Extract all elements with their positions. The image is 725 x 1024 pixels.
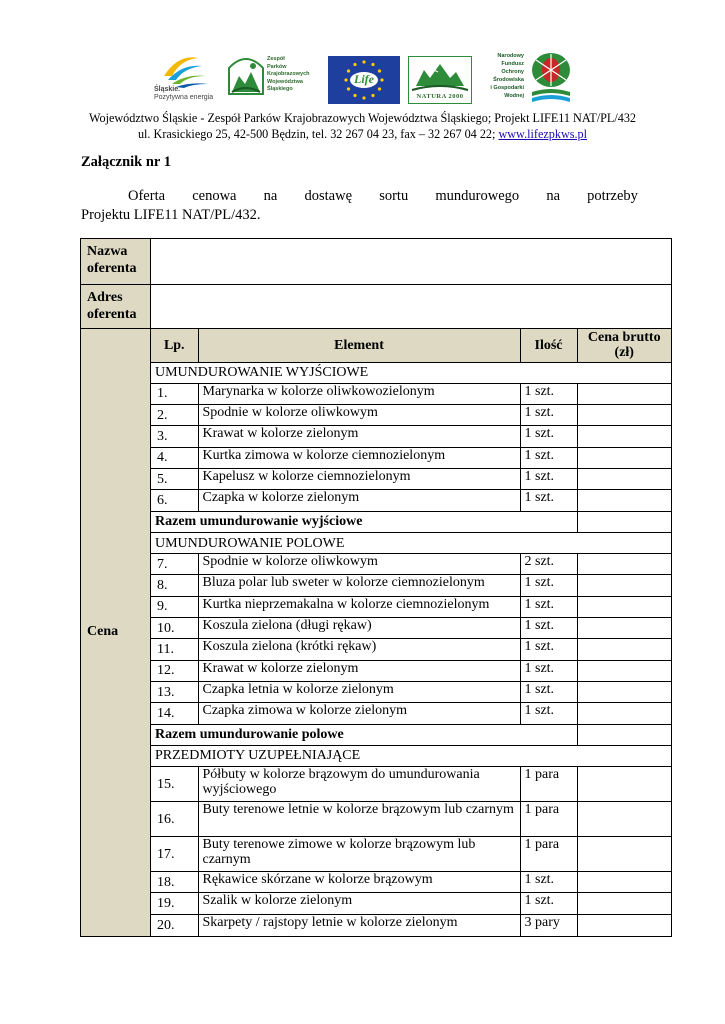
item-row bbox=[151, 681, 671, 702]
col-header-lp: Lp. bbox=[151, 329, 198, 362]
item-lp: 17. bbox=[151, 837, 198, 872]
subtotal-price-field[interactable] bbox=[577, 511, 671, 532]
section-row bbox=[151, 532, 671, 553]
item-lp: 13. bbox=[151, 681, 198, 702]
col-header-ilosc: Ilość bbox=[520, 329, 577, 362]
item-price-field[interactable] bbox=[577, 383, 671, 404]
zpk-logo bbox=[227, 54, 322, 104]
item-lp: 7. bbox=[151, 554, 198, 575]
item-row bbox=[151, 639, 671, 660]
item-price-field[interactable] bbox=[577, 618, 671, 639]
item-lp: 10. bbox=[151, 618, 198, 639]
zpk-line: Krajobrazowych bbox=[267, 71, 310, 77]
intro-word: Oferta bbox=[128, 188, 166, 204]
item-element: Kurtka zimowa w kolorze ciemnozielonym bbox=[198, 447, 520, 468]
item-ilosc: 3 pary bbox=[520, 914, 577, 935]
natura-text: NATURA 2000 bbox=[416, 93, 464, 100]
offer-form-table bbox=[80, 238, 672, 937]
item-ilosc: 1 szt. bbox=[520, 468, 577, 489]
section-title: PRZEDMIOTY UZUPEŁNIAJĄCE bbox=[151, 745, 671, 766]
eu-flag-logo bbox=[328, 56, 400, 104]
intro-word: na bbox=[263, 188, 278, 204]
item-price-field[interactable] bbox=[577, 639, 671, 660]
section-row bbox=[151, 745, 671, 766]
item-price-field[interactable] bbox=[577, 872, 671, 893]
item-element: Koszula zielona (długi rękaw) bbox=[198, 618, 520, 639]
nfos-line: Fundusz bbox=[501, 61, 524, 67]
item-lp: 18. bbox=[151, 872, 198, 893]
subtotal-row bbox=[151, 511, 671, 532]
item-element: Szalik w kolorze zielonym bbox=[198, 893, 520, 914]
zpk-line: Województwa bbox=[267, 78, 303, 85]
section-title: UMUNDUROWANIE POLOWE bbox=[151, 532, 671, 553]
item-ilosc: 1 szt. bbox=[520, 872, 577, 893]
item-ilosc: 1 szt. bbox=[520, 575, 577, 596]
subtotal-row bbox=[151, 724, 671, 745]
item-row bbox=[151, 660, 671, 681]
item-price-field[interactable] bbox=[577, 703, 671, 724]
intro-word: dostawę bbox=[304, 188, 353, 204]
item-row bbox=[151, 490, 671, 511]
intro-line-1 bbox=[81, 187, 638, 206]
item-element: Buty terenowe letnie w kolorze brązowym lub czarnym bbox=[198, 802, 520, 837]
item-price-field[interactable] bbox=[577, 447, 671, 468]
item-price-field[interactable] bbox=[577, 837, 671, 872]
adres-oferenta-field[interactable] bbox=[151, 285, 672, 329]
item-row bbox=[151, 872, 671, 893]
item-lp: 20. bbox=[151, 914, 198, 935]
item-lp: 16. bbox=[151, 802, 198, 837]
intro-paragraph bbox=[81, 187, 638, 225]
item-price-field[interactable] bbox=[577, 596, 671, 617]
header-line-2 bbox=[0, 126, 725, 142]
nfos-line: Ochrony bbox=[501, 69, 524, 75]
nfos-line: Wodnej bbox=[504, 93, 524, 99]
item-element: Koszula zielona (krótki rękaw) bbox=[198, 639, 520, 660]
nfos-line: i Gospodarki bbox=[490, 85, 524, 91]
item-row bbox=[151, 893, 671, 914]
item-lp: 4. bbox=[151, 447, 198, 468]
website-link[interactable]: www.lifezpkws.pl bbox=[498, 127, 588, 141]
item-price-field[interactable] bbox=[577, 681, 671, 702]
life-text: Life bbox=[354, 72, 374, 86]
item-price-field[interactable] bbox=[577, 554, 671, 575]
item-lp: 8. bbox=[151, 575, 198, 596]
header-row bbox=[151, 329, 671, 362]
item-row bbox=[151, 914, 671, 935]
item-row bbox=[151, 447, 671, 468]
item-row bbox=[151, 767, 671, 802]
item-ilosc: 1 szt. bbox=[520, 383, 577, 404]
item-lp: 5. bbox=[151, 468, 198, 489]
item-element: Czapka zimowa w kolorze zielonym bbox=[198, 703, 520, 724]
item-price-field[interactable] bbox=[577, 575, 671, 596]
item-element: Krawat w kolorze zielonym bbox=[198, 660, 520, 681]
item-price-field[interactable] bbox=[577, 660, 671, 681]
item-ilosc: 1 szt. bbox=[520, 639, 577, 660]
item-price-field[interactable] bbox=[577, 405, 671, 426]
item-element: Krawat w kolorze zielonym bbox=[198, 426, 520, 447]
item-element: Kurtka nieprzemakalna w kolorze ciemnozielonym bbox=[198, 596, 520, 617]
col-header-element: Element bbox=[198, 329, 520, 362]
item-lp: 3. bbox=[151, 426, 198, 447]
intro-word: na bbox=[546, 188, 560, 204]
item-row bbox=[151, 383, 671, 404]
nfos-line: Narodowy bbox=[497, 53, 524, 59]
item-ilosc: 1 szt. bbox=[520, 447, 577, 468]
intro-word: cenowa bbox=[192, 188, 237, 204]
item-lp: 11. bbox=[151, 639, 198, 660]
item-ilosc: 1 para bbox=[520, 802, 577, 837]
item-lp: 12. bbox=[151, 660, 198, 681]
nfosigw-logo bbox=[478, 50, 578, 106]
item-row bbox=[151, 575, 671, 596]
zpk-line: Zespół bbox=[267, 56, 285, 62]
item-ilosc: 1 szt. bbox=[520, 596, 577, 617]
price-table-cell bbox=[151, 329, 672, 937]
section-title: UMUNDUROWANIE WYJŚCIOWE bbox=[151, 362, 671, 383]
logo-strip bbox=[0, 50, 725, 110]
item-element: Skarpety / rajstopy letnie w kolorze zielonym bbox=[198, 914, 520, 935]
item-ilosc: 1 szt. bbox=[520, 490, 577, 511]
item-ilosc: 1 szt. bbox=[520, 893, 577, 914]
item-ilosc: 2 szt. bbox=[520, 554, 577, 575]
item-row bbox=[151, 596, 671, 617]
item-row bbox=[151, 802, 671, 837]
item-lp: 9. bbox=[151, 596, 198, 617]
item-ilosc: 1 szt. bbox=[520, 405, 577, 426]
zpk-line: Parków bbox=[267, 63, 287, 70]
item-lp: 1. bbox=[151, 383, 198, 404]
item-element: Spodnie w kolorze oliwkowym bbox=[198, 554, 520, 575]
nazwa-oferenta-field[interactable] bbox=[151, 239, 672, 285]
item-element: Czapka w kolorze zielonym bbox=[198, 490, 520, 511]
item-price-field[interactable] bbox=[577, 802, 671, 837]
item-element: Kapelusz w kolorze ciemnozielonym bbox=[198, 468, 520, 489]
subtotal-price-field[interactable] bbox=[577, 724, 671, 745]
item-element: Rękawice skórzane w kolorze brązowym bbox=[198, 872, 520, 893]
item-price-field[interactable] bbox=[577, 426, 671, 447]
item-row bbox=[151, 426, 671, 447]
intro-line-2: Projektu LIFE11 NAT/PL/432. bbox=[81, 207, 261, 223]
item-ilosc: 1 para bbox=[520, 837, 577, 872]
subtotal-label: Razem umundurowanie polowe bbox=[151, 724, 577, 745]
nazwa-oferenta-label: Nazwa oferenta bbox=[81, 239, 151, 285]
item-element: Spodnie w kolorze oliwkowym bbox=[198, 405, 520, 426]
item-price-field[interactable] bbox=[577, 767, 671, 802]
item-price-field[interactable] bbox=[577, 490, 671, 511]
item-price-field[interactable] bbox=[577, 914, 671, 935]
cena-label: Cena bbox=[81, 329, 151, 937]
item-lp: 15. bbox=[151, 767, 198, 802]
slaskie-text: Śląskie. bbox=[154, 86, 181, 93]
col-header-cena: Cena brutto (zł) bbox=[577, 329, 671, 362]
item-ilosc: 1 szt. bbox=[520, 426, 577, 447]
item-element: Półbuty w kolorze brązowym do umundurowania wyjściowego bbox=[198, 767, 520, 802]
item-ilosc: 1 para bbox=[520, 767, 577, 802]
address-text: ul. Krasickiego 25, 42-500 Będzin, tel. 32 267 04 23, fax – 32 267 04 22; bbox=[137, 127, 499, 141]
item-ilosc: 1 szt. bbox=[520, 618, 577, 639]
item-element: Buty terenowe zimowe w kolorze brązowym lub czarnym bbox=[198, 837, 520, 872]
item-row bbox=[151, 405, 671, 426]
adres-oferenta-label: Adres oferenta bbox=[81, 285, 151, 329]
item-lp: 14. bbox=[151, 703, 198, 724]
item-price-field[interactable] bbox=[577, 468, 671, 489]
item-row bbox=[151, 703, 671, 724]
item-lp: 6. bbox=[151, 490, 198, 511]
item-lp: 2. bbox=[151, 405, 198, 426]
item-row bbox=[151, 618, 671, 639]
header-line-1: Województwo Śląskie - Zespół Parków Krajobrazowych Województwa Śląskiego; Projekt LIFE11 NAT/PL/432 bbox=[88, 111, 637, 125]
slaskie-logo bbox=[150, 50, 215, 102]
intro-word: mundurowego bbox=[435, 188, 520, 204]
slaskie-slogan: Pozytywna energia bbox=[154, 94, 214, 101]
item-row bbox=[151, 554, 671, 575]
zpk-line: Śląskiego bbox=[267, 86, 293, 92]
nfos-line: Środowiska bbox=[493, 77, 524, 83]
section-row bbox=[151, 362, 671, 383]
item-ilosc: 1 szt. bbox=[520, 703, 577, 724]
item-ilosc: 1 szt. bbox=[520, 660, 577, 681]
intro-word: sortu bbox=[379, 188, 409, 204]
item-element: Marynarka w kolorze oliwkowozielonym bbox=[198, 383, 520, 404]
price-table bbox=[151, 329, 671, 936]
item-element: Czapka letnia w kolorze zielonym bbox=[198, 681, 520, 702]
item-price-field[interactable] bbox=[577, 893, 671, 914]
item-lp: 19. bbox=[151, 893, 198, 914]
subtotal-label: Razem umundurowanie wyjściowe bbox=[151, 511, 577, 532]
natura-2000-logo bbox=[408, 56, 472, 104]
intro-word: potrzeby bbox=[587, 188, 638, 204]
item-ilosc: 1 szt. bbox=[520, 681, 577, 702]
item-row bbox=[151, 468, 671, 489]
item-element: Bluza polar lub sweter w kolorze ciemnozielonym bbox=[198, 575, 520, 596]
document-title: Załącznik nr 1 bbox=[81, 154, 171, 170]
item-row bbox=[151, 837, 671, 872]
